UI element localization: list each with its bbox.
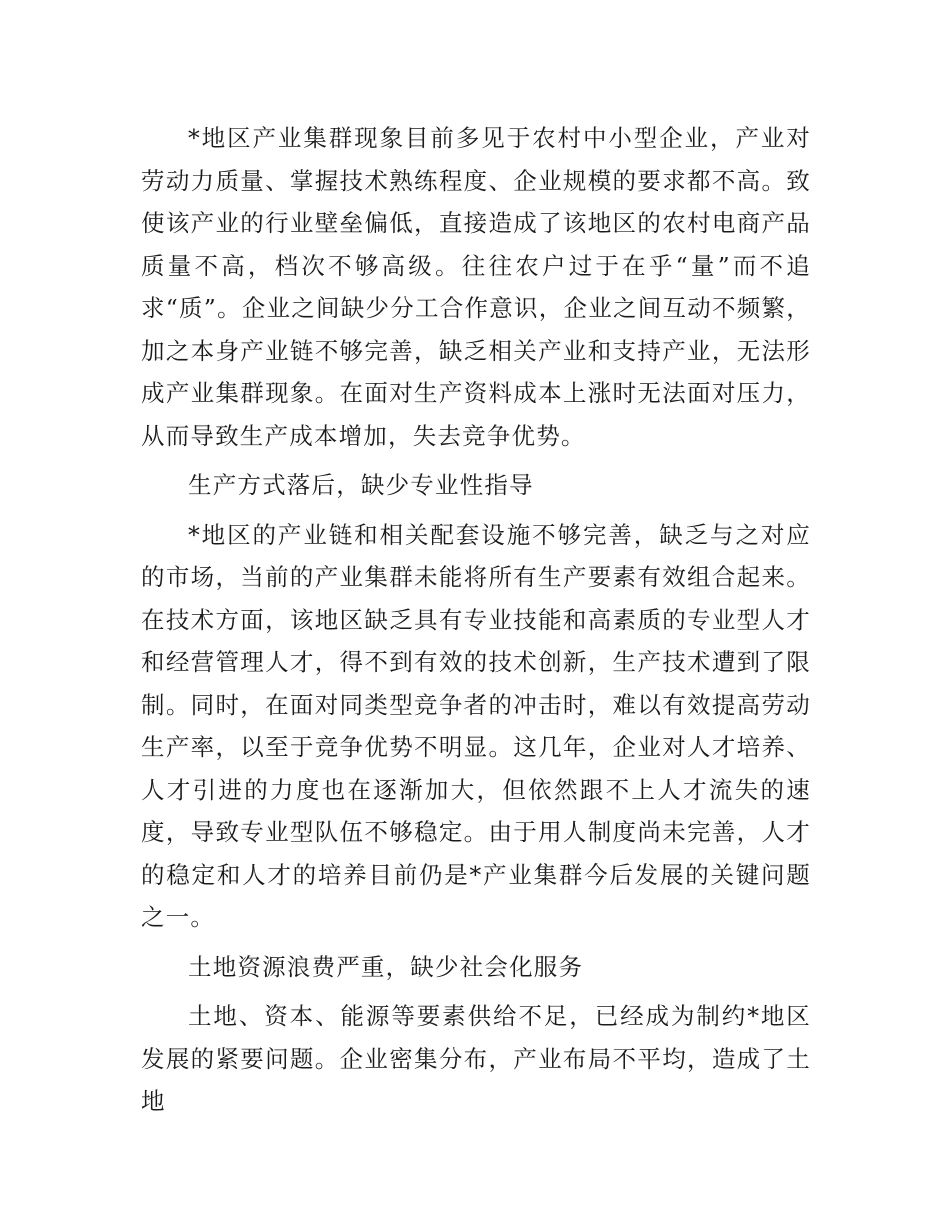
body-paragraph: 土地、资本、能源等要素供给不足，已经成为制约*地区发展的紧要问题。企业密集分布，产业布局不平均，造成了土地 <box>141 1002 811 1115</box>
section-heading: 土地资源浪费严重，缺少社会化服务 <box>188 952 584 981</box>
section-heading: 生产方式落后，缺少专业性指导 <box>188 471 534 499</box>
document-page <box>141 117 811 1123</box>
body-paragraph: *地区的产业链和相关配套设施不够完善，缺乏与之对应的市场，当前的产业集群未能将所有生产要素有效组合起来。在技术方面，该地区缺乏具有专业技能和高素质的专业型人才和经营管理人才，得不到有效的技术创新，生产技术遭到了限制。同时，在面对同类型竞争者的冲击时，难以有效提高劳动生产率，以至于竞争优势不明显。这几年，企业对人才培养、人才引进的力度也在逐渐加大，但依然跟不上人才流失的速度，导致专业型队伍不够稳定。由于用人制度尚未完善，人才的稳定和人才的培养目前仍是*产业集群今后发展的关键问题之一。 <box>141 520 811 931</box>
body-paragraph: *地区产业集群现象目前多见于农村中小型企业，产业对劳动力质量、掌握技术熟练程度、企业规模的要求都不高。致使该产业的行业壁垒偏低，直接造成了该地区的农村电商产品质量不高，档次不够高级。往往农户过于在乎“量”而不追求“质”。企业之间缺少分工合作意识，企业之间互动不频繁，加之本身产业链不够完善，缺乏相关产业和支持产业，无法形成产业集群现象。在面对生产资料成本上涨时无法面对压力，从而导致生产成本增加，失去竞争优势。 <box>141 124 811 450</box>
